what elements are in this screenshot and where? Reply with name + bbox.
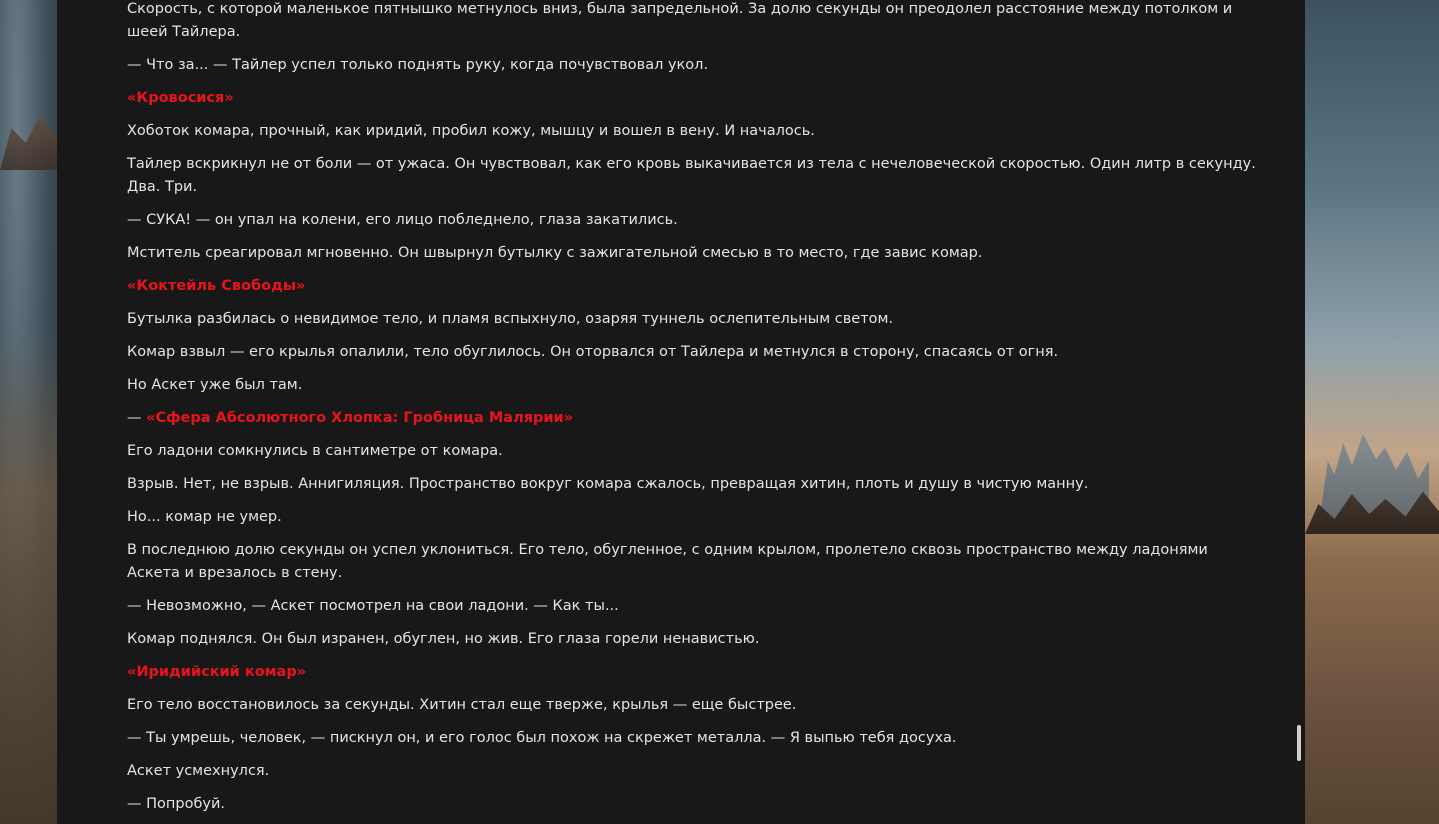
paragraph: — Невозможно, — Аскет посмотрел на свои ладони. — Как ты... (127, 598, 619, 614)
chapter-text (127, 0, 1257, 824)
paragraph: Тайлер вскрикнул не от боли — от ужаса. Он чувствовал, как его кровь выкачивается из тела с нечеловеческой скоростью. Один литр в секунду. Два. Три. (127, 156, 1256, 195)
skill-name: «Сфера Абсолютного Хлопка: Гробница Малярии» (146, 410, 574, 426)
paragraph: Его ладони сомкнулись в сантиметре от комара. (127, 443, 503, 459)
paragraph: — Ты умрешь, человек, — пискнул он, и его голос был похож на скрежет металла. — Я выпью тебя досуха. (127, 730, 957, 746)
skill-name: «Иридийский комар» (127, 664, 307, 680)
paragraph: — СУКА! — он упал на колени, его лицо побледнело, глаза закатились. (127, 212, 678, 228)
background-rocks (0, 110, 57, 170)
paragraph: Но... комар не умер. (127, 509, 282, 525)
skill-name: «Кровосися» (127, 90, 234, 106)
paragraph: Скорость, с которой маленькое пятнышко метнулось вниз, была запредельной. За долю секунды он преодолел расстояние между потолком и шеей Тайлера. (127, 1, 1233, 40)
paragraph: Но Аскет уже был там. (127, 377, 303, 393)
paragraph-with-skill (127, 407, 1257, 430)
scrollbar-thumb[interactable] (1297, 725, 1301, 761)
paragraph: Его тело восстановилось за секунды. Хитин стал еще тверже, крылья — еще быстрее. (127, 697, 797, 713)
scrollbar[interactable] (1293, 0, 1303, 824)
paragraph: Комар поднялся. Он был изранен, обуглен, но жив. Его глаза горели ненавистью. (127, 631, 760, 647)
paragraph: В последнюю долю секунды он успел уклониться. Его тело, обугленное, с одним крылом, пролетело сквозь пространство между ладонями Аскета и врезалось в стену. (127, 542, 1208, 581)
paragraph: Хоботок комара, прочный, как иридий, пробил кожу, мышцу и вошел в вену. И началось. (127, 123, 815, 139)
background-landscape-left (0, 0, 57, 824)
paragraph: — Что за... — Тайлер успел только поднять руку, когда почувствовал укол. (127, 57, 709, 73)
dialogue-dash: — (127, 410, 147, 426)
paragraph: Мститель среагировал мгновенно. Он швырнул бутылку с зажигательной смесью в то место, где завис комар. (127, 245, 983, 261)
skill-name: «Коктейль Свободы» (127, 278, 306, 294)
paragraph: Аскет усмехнулся. (127, 763, 270, 779)
paragraph: Комар взвыл — его крылья опалили, тело обуглилось. Он оторвался от Тайлера и метнулся в сторону, спасаясь от огня. (127, 344, 1059, 360)
reader-content-panel (57, 0, 1305, 824)
background-landscape-right (1305, 0, 1439, 824)
paragraph: Бутылка разбилась о невидимое тело, и пламя вспыхнуло, озаряя туннель ослепительным светом. (127, 311, 894, 327)
paragraph: — Попробуй. (127, 796, 225, 812)
paragraph: Взрыв. Нет, не взрыв. Аннигиляция. Пространство вокруг комара сжалось, превращая хитин, плоть и душу в чистую манну. (127, 476, 1089, 492)
